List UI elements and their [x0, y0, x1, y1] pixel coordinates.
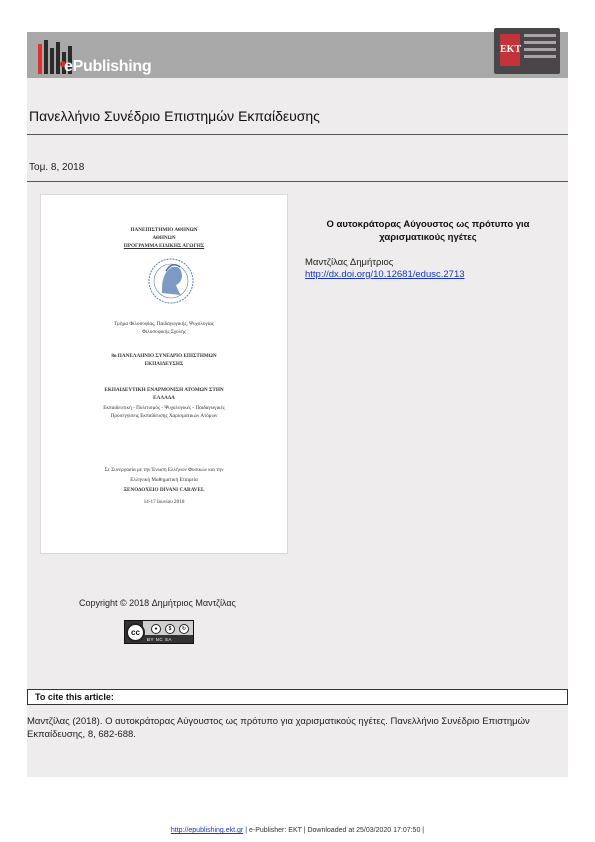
cover-line: Τμήμα Φιλοσοφίας, Παιδαγωγικής, Ψυχολογίας [114, 321, 214, 327]
ekt-mark: EKT [500, 34, 520, 66]
nc-icon: $ [165, 624, 175, 634]
ekt-text-lines [524, 34, 556, 62]
athena-emblem-icon [148, 253, 194, 309]
article-title: Ο αυτοκράτορας Αύγουστος ως πρότυπο για χαρισματικούς ηγέτες [326, 219, 530, 243]
divider [27, 134, 568, 135]
cover-line: 8ο ΠΑΝΕΛΛΗΝΙΟ ΣΥΝΕΔΡΙΟ ΕΠΙΣΤΗΜΩΝ [111, 353, 217, 359]
cover-line: Σε Συνεργασία με την Ένωση Ελλήνων Φυσικών και την [104, 467, 224, 473]
cover-line: Προσεγγίσεις Εκπαίδευσης Χαρισματικών Ατόμων [110, 413, 218, 419]
cover-line: ΠΡΟΓΡΑΜΜΑ ΕΙΔΙΚΗΣ ΑΓΩΓΗΣ [123, 243, 205, 249]
cover-line: ΕΚΠΑΙΔΕΥΣΗΣ [144, 361, 184, 367]
author-name: Μαντζίλας Δημήτριος [305, 257, 394, 268]
citation-heading: To cite this article: [35, 692, 114, 702]
doi-link[interactable]: http://dx.doi.org/10.12681/edusc.2713 [305, 269, 465, 280]
epublishing-logo[interactable] [36, 38, 152, 78]
conference-title: Πανελλήνιο Συνέδριο Επιστημών Εκπαίδευσης [29, 108, 320, 124]
cover-line: ΕΛΛΑΔΑ [153, 395, 175, 401]
footer [0, 827, 595, 834]
volume-info: Τομ. 8, 2018 [29, 162, 85, 173]
cover-line: ΞΕΝΟΔΟΧΕΙΟ DIVANI CARAVEL [123, 487, 205, 493]
footer-epublishing-link[interactable]: http://epublishing.ekt.gr [170, 827, 244, 834]
sa-icon: ↻ [179, 624, 189, 634]
cover-line: Εκπαιδευτική - Πολιτισμός - Ψυχολογικές - Παιδαγωγικές [103, 405, 225, 411]
citation-text: Μαντζίλας (2018). Ο αυτοκράτορας Αύγουστος ως πρότυπο για χαρισματικούς ηγέτες. Πανελλήνιο Συνέδριο Επιστημών Εκπαίδευσης, 8, 682-688. [27, 716, 530, 740]
cover-image [40, 194, 288, 554]
copyright-notice: Copyright © 2018 Δημήτριος Μαντζίλας [79, 598, 236, 608]
cc-icon: cc [126, 623, 145, 642]
cover-line: ΠΑΝΕΠΙΣΤΗΜΙΟ ΑΘΗΝΩΝ [130, 227, 198, 233]
cover-line: 14-17 Ιουνίου 2018 [143, 499, 185, 505]
cover-line: ΑΘΗΝΩΝ [152, 235, 176, 241]
license-badge[interactable] [124, 620, 194, 644]
cover-line: Φιλοσοφικής Σχολής [142, 329, 186, 335]
license-labels: BY NC SA [147, 637, 172, 642]
ekt-logo[interactable] [494, 28, 560, 74]
footer-download-info: | e-Publisher: EKT | Downloaded at 25/03/2020 17:07:50 | [243, 827, 425, 834]
logo-text: ePublishing [64, 58, 152, 75]
cover-line: Ελληνική Μαθηματική Εταιρεία [130, 477, 198, 483]
divider [27, 181, 568, 182]
by-icon: ● [151, 624, 161, 634]
cover-line: ΕΚΠΑΙΔΕΥΤΙΚΗ ΕΝΑΡΜΟΝΙΣΗ ΑΤΟΜΩΝ ΣΤΗΝ [104, 387, 224, 393]
